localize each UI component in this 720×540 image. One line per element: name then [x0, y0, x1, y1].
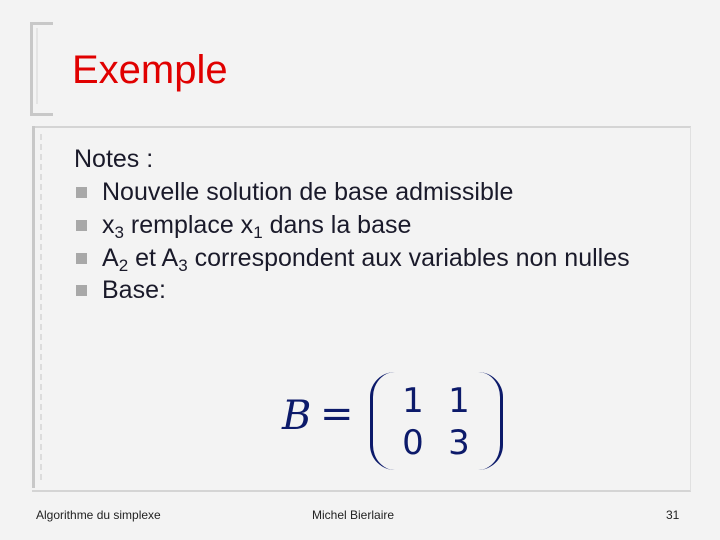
bullet-item [74, 176, 674, 209]
matrix-cell: 1 [402, 381, 424, 421]
bullet-text: $x_3$ remplace $x_1$ dans la base [102, 211, 412, 242]
bullet-text: Base: [102, 276, 166, 304]
formula-lhs: B [282, 393, 312, 439]
content-decoration-inner [40, 134, 42, 480]
matrix-cell: 1 [448, 381, 470, 421]
bullet-square-icon [76, 220, 87, 231]
footer-left: Algorithme du simplexe [36, 508, 161, 522]
matrix-formula [282, 372, 522, 472]
bullet-item [74, 209, 674, 242]
content-decoration [32, 126, 55, 488]
bullet-text: Nouvelle solution de base admissible [102, 178, 514, 206]
title-decoration-inner [36, 28, 50, 104]
bullet-text: $A_2$ et $A_3$ correspondent aux variables non nulles [102, 244, 630, 275]
bullet-square-icon [76, 285, 87, 296]
matrix-cell: 0 [402, 423, 424, 463]
bullet-square-icon [76, 253, 87, 264]
footer-center: Michel Bierlaire [312, 508, 395, 522]
matrix-cell: 3 [448, 423, 470, 463]
bullet-item [74, 274, 674, 307]
bullet-item [74, 242, 674, 274]
notes-heading: Notes : [74, 145, 154, 173]
slide-body [74, 143, 674, 307]
slide-title: Exemple [72, 48, 228, 92]
page-number: 31 [666, 508, 680, 522]
left-parenthesis [370, 372, 395, 470]
bullet-square-icon [76, 187, 87, 198]
right-parenthesis [478, 372, 503, 470]
formula-equals: = [320, 391, 354, 437]
